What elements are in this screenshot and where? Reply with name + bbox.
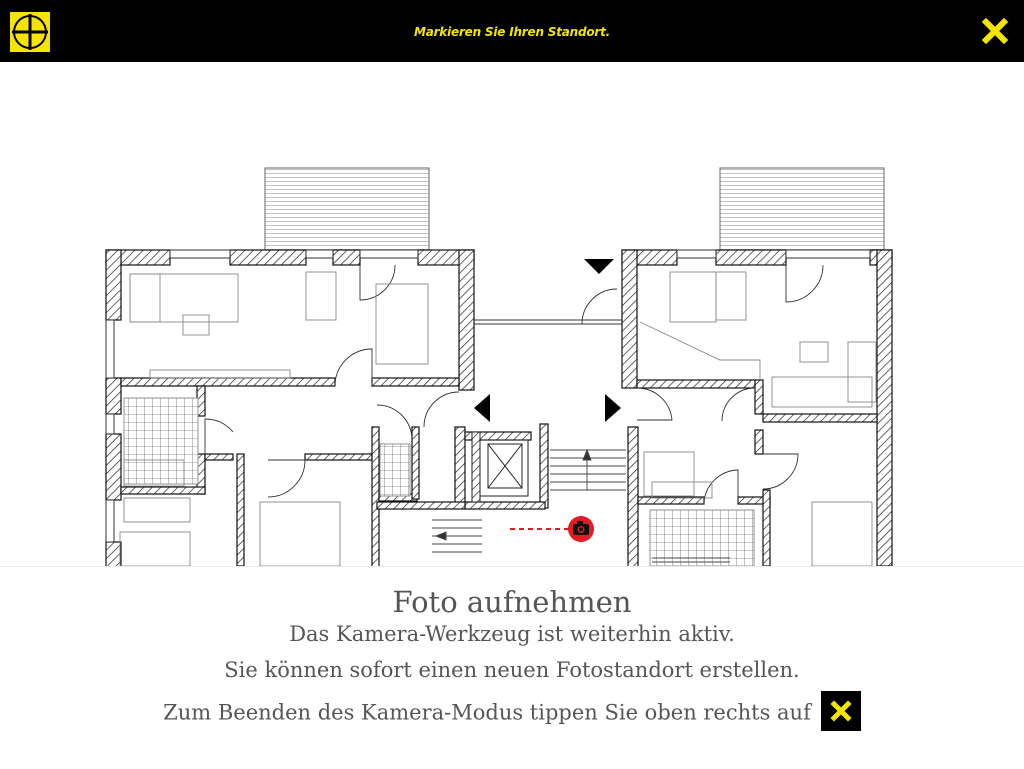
header-title: Markieren Sie Ihren Standort. (413, 25, 611, 39)
info-line-1: Das Kamera-Werkzeug ist weiterhin aktiv. (289, 622, 735, 646)
camera-icon[interactable] (568, 516, 594, 542)
info-line-3: Zum Beenden des Kamera-Modus tippen Sie oben rechts auf (163, 700, 811, 725)
arrow-down-icon[interactable] (584, 259, 614, 274)
balcony-left (265, 168, 429, 256)
close-icon-inline (821, 691, 861, 731)
arrow-right-icon[interactable] (605, 394, 621, 422)
close-icon (821, 691, 861, 731)
panel-title: Foto aufnehmen (392, 585, 632, 619)
info-panel (0, 566, 1024, 769)
elevator (472, 432, 528, 502)
balcony-right (720, 168, 884, 256)
top-bar (0, 0, 1024, 62)
floor-plan[interactable] (0, 62, 1024, 566)
info-line-2: Sie können sofort einen neuen Fotostandort erstellen. (224, 658, 800, 682)
close-icon[interactable] (982, 18, 1008, 44)
arrow-left-icon[interactable] (474, 394, 490, 422)
info-line-3-row (0, 694, 1024, 734)
